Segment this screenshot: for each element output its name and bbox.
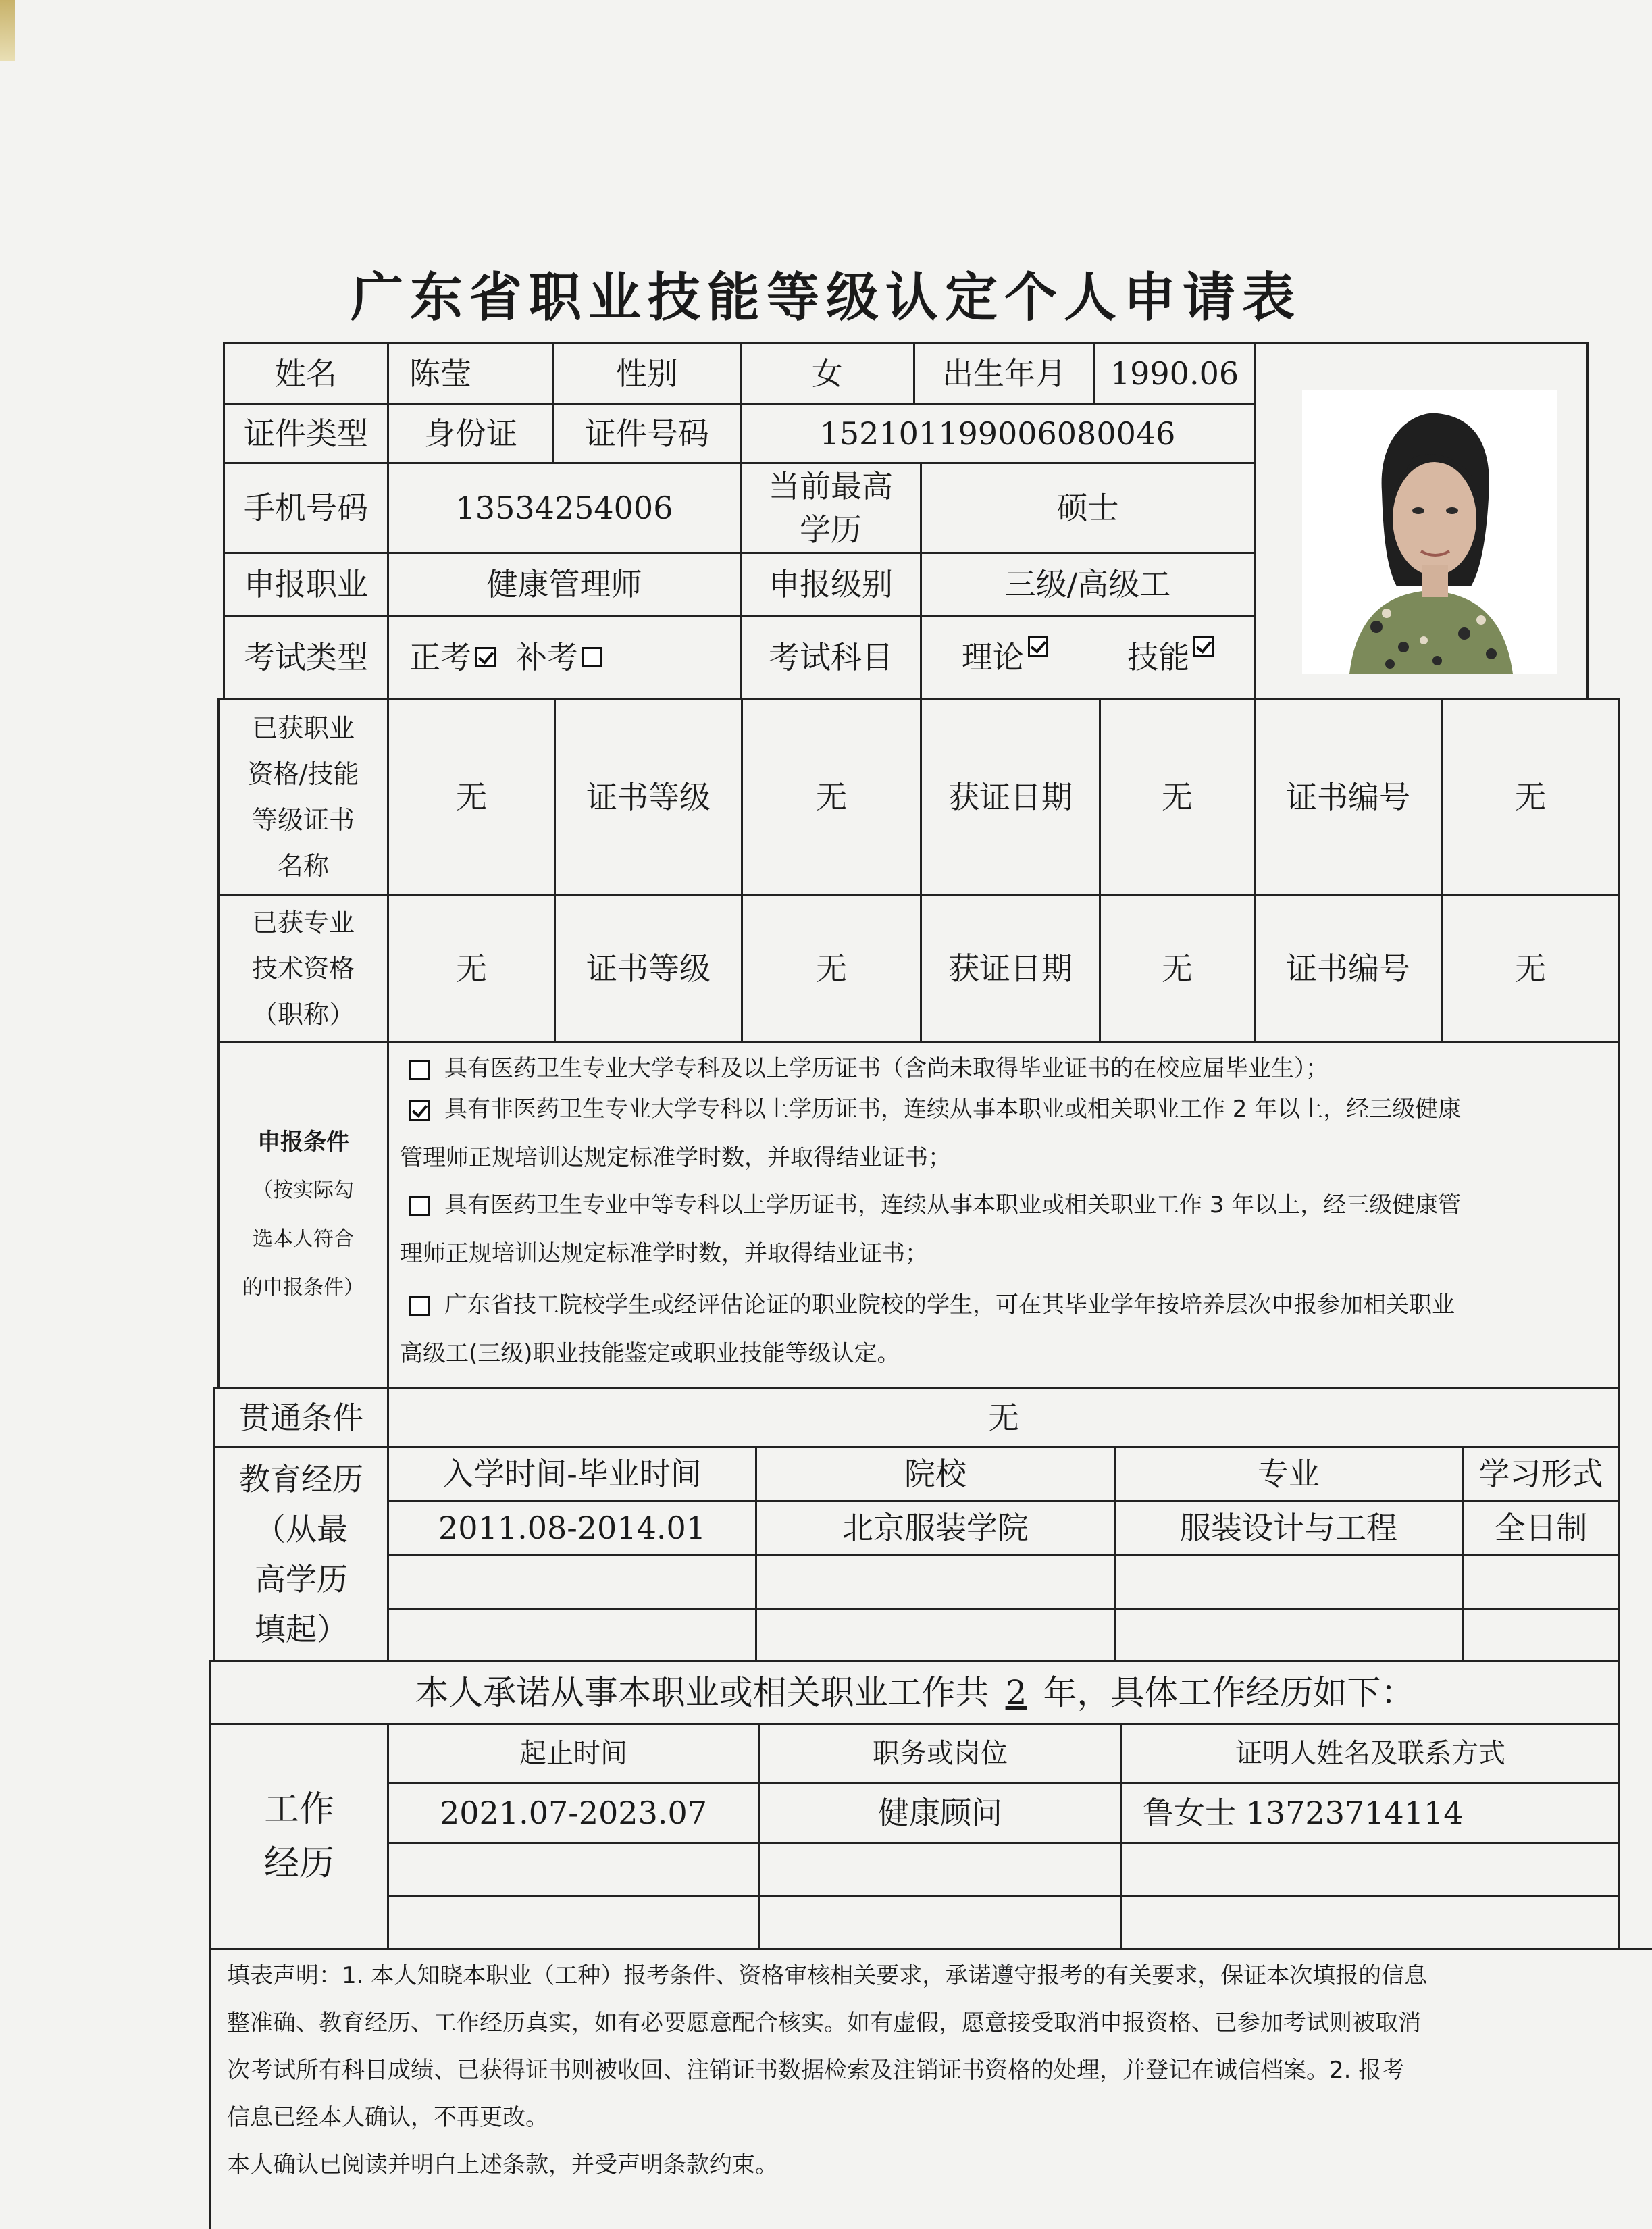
exam-regular-label: 正考 xyxy=(409,638,471,675)
header-work-witness: 证明人姓名及联系方式 xyxy=(1120,1723,1620,1784)
value-vocational-cert-level: 无 xyxy=(741,698,922,896)
header-edu-major: 专业 xyxy=(1114,1446,1464,1502)
label-exam-type: 考试类型 xyxy=(223,615,389,700)
exam-theory-checkbox[interactable] xyxy=(1028,636,1048,657)
declaration-line-5: 本人确认已阅读并明白上述条款，并受声明条款约束。 xyxy=(227,2151,778,2178)
work-row-3-witness xyxy=(1120,1895,1620,1950)
edu-row-1-major: 服装设计与工程 xyxy=(1114,1500,1464,1556)
declaration-line-1: 填表声明：1. 本人知晓本职业（工种）报考条件、资格审核相关要求，承诺遵守报考的有关要求，保证本次填报的信息 xyxy=(227,1962,1428,1989)
condition-1-text: 具有医药卫生专业大学专科及以上学历证书（含尚未取得毕业证书的在校应届毕业生）； xyxy=(444,1055,1328,1082)
label-education-l4: 填起） xyxy=(255,1611,348,1647)
label-occupation: 申报职业 xyxy=(223,552,389,617)
exam-subject-options xyxy=(920,615,1256,700)
work-row-3-post xyxy=(758,1895,1122,1950)
label-education-l2: （从最 xyxy=(255,1511,348,1547)
label-gender: 性别 xyxy=(552,342,742,405)
exam-makeup-label: 补考 xyxy=(516,638,578,675)
label-technical-title-l3: （职称） xyxy=(251,1000,355,1029)
value-birth: 1990.06 xyxy=(1093,342,1256,405)
label-level: 申报级别 xyxy=(740,552,922,617)
condition-3-text-l2: 理师正规培训达规定标准学时数，并取得结业证书； xyxy=(400,1240,928,1267)
label-conditions-l4: 的申报条件） xyxy=(242,1276,364,1300)
label-education-l3: 高学历 xyxy=(255,1561,348,1597)
value-id-type: 身份证 xyxy=(387,403,554,464)
work-commitment xyxy=(209,1660,1620,1725)
label-work-experience xyxy=(209,1723,389,1950)
edu-row-3-major xyxy=(1114,1608,1464,1662)
work-row-1-witness: 鲁女士 13723714114 xyxy=(1120,1782,1620,1844)
header-edu-school: 院校 xyxy=(755,1446,1116,1502)
label-conditions xyxy=(217,1041,389,1389)
exam-regular-checkbox[interactable] xyxy=(475,647,496,667)
condition-2-text-l1: 具有非医药卫生专业大学专科以上学历证书，连续从事本职业或相关职业工作 2 年以上，经三级健康 xyxy=(444,1096,1462,1123)
condition-4-text-l2: 高级工(三级)职业技能鉴定或职业技能等级认定。 xyxy=(400,1340,900,1367)
exam-theory-label: 理论 xyxy=(961,638,1024,675)
value-id-no: 152101199006080046 xyxy=(740,403,1256,464)
header-work-time: 起止时间 xyxy=(387,1723,760,1784)
condition-3-checkbox[interactable] xyxy=(409,1196,430,1216)
label-highest-education-line1: 当前最高 xyxy=(769,467,893,505)
work-row-3-time xyxy=(387,1895,760,1950)
commitment-suffix: 年，具体工作经历如下： xyxy=(1043,1673,1415,1712)
label-highest-education-line2: 学历 xyxy=(800,511,862,548)
label-vocational-cert-l2: 资格/技能 xyxy=(247,759,359,789)
declaration-line-4: 信息已经本人确认，不再更改。 xyxy=(227,2104,548,2131)
value-vocational-cert-no: 无 xyxy=(1441,698,1620,896)
label-education xyxy=(213,1446,389,1662)
condition-3-text-l1: 具有医药卫生专业中等专科以上学历证书，连续从事本职业或相关职业工作 3 年以上，经三级健康管 xyxy=(444,1192,1462,1219)
commitment-years: 2 xyxy=(1005,1673,1027,1712)
value-name: 陈莹 xyxy=(387,342,554,405)
header-work-post: 职务或岗位 xyxy=(758,1723,1122,1784)
label-vocational-cert-l1: 已获职业 xyxy=(251,713,355,743)
value-vocational-cert-date: 无 xyxy=(1099,698,1256,896)
declaration-line-2: 整准确、教育经历、工作经历真实，如有必要愿意配合核实。如有虚假，愿意接受取消申报资格、已参加考试则被取消 xyxy=(227,2009,1421,2036)
header-edu-form: 学习形式 xyxy=(1462,1446,1620,1502)
edu-row-3-form xyxy=(1462,1608,1620,1662)
label-id-no: 证件号码 xyxy=(552,403,742,464)
commitment-prefix: 本人承诺从事本职业或相关职业工作共 xyxy=(415,1673,989,1712)
label-technical-cert-no: 证书编号 xyxy=(1254,894,1443,1043)
exam-skill-checkbox[interactable] xyxy=(1193,636,1214,657)
label-exam-subject: 考试科目 xyxy=(740,615,922,700)
value-highest-education: 硕士 xyxy=(920,462,1256,554)
label-technical-title-l1: 已获专业 xyxy=(251,908,355,938)
value-gender: 女 xyxy=(740,342,915,405)
value-occupation: 健康管理师 xyxy=(387,552,742,617)
work-row-1-time: 2021.07-2023.07 xyxy=(387,1782,760,1844)
label-work-l1: 工作 xyxy=(263,1789,334,1830)
label-technical-cert-level: 证书等级 xyxy=(554,894,743,1043)
value-vocational-cert: 无 xyxy=(387,698,556,896)
value-technical-cert-date: 无 xyxy=(1099,894,1256,1043)
value-phone: 13534254006 xyxy=(387,462,742,554)
label-phone: 手机号码 xyxy=(223,462,389,554)
condition-2-checkbox[interactable] xyxy=(409,1100,430,1121)
edu-row-1-school: 北京服装学院 xyxy=(755,1500,1116,1556)
label-conditions-l2: （按实际勾 xyxy=(253,1179,354,1202)
label-education-l1: 教育经历 xyxy=(239,1461,363,1497)
label-vocational-cert-date: 获证日期 xyxy=(920,698,1101,896)
condition-item-3 xyxy=(400,1181,1616,1278)
label-technical-title-l2: 技术资格 xyxy=(251,954,355,983)
edu-row-1-time: 2011.08-2014.01 xyxy=(387,1500,757,1556)
edu-row-3-time xyxy=(387,1608,757,1662)
declaration-line-3: 次考试所有科目成绩、已获得证书则被收回、注销证书数据检索及注销证书资格的处理，并登记在诚信档案。2. 报考 xyxy=(227,2057,1405,2084)
declaration-text xyxy=(227,1952,1638,2188)
label-vocational-cert-level: 证书等级 xyxy=(554,698,743,896)
label-conditions-l1: 申报条件 xyxy=(257,1129,349,1156)
value-technical-title: 无 xyxy=(387,894,556,1043)
edu-row-2-school xyxy=(755,1554,1116,1610)
work-row-2-post xyxy=(758,1842,1122,1897)
value-level: 三级/高级工 xyxy=(920,552,1256,617)
edu-row-1-form: 全日制 xyxy=(1462,1500,1620,1556)
work-row-2-time xyxy=(387,1842,760,1897)
edu-row-2-form xyxy=(1462,1554,1620,1610)
edu-row-2-major xyxy=(1114,1554,1464,1610)
condition-4-checkbox[interactable] xyxy=(409,1296,430,1316)
form-title: 广东省职业技能等级认定个人申请表 xyxy=(350,267,1301,328)
label-through-condition: 贯通条件 xyxy=(213,1387,389,1448)
condition-item-2 xyxy=(400,1085,1616,1182)
label-work-l2: 经历 xyxy=(263,1843,334,1884)
header-edu-time: 入学时间-毕业时间 xyxy=(387,1446,757,1502)
condition-item-4 xyxy=(400,1281,1616,1378)
label-vocational-cert-no: 证书编号 xyxy=(1254,698,1443,896)
exam-skill-label: 技能 xyxy=(1127,638,1190,675)
label-highest-education xyxy=(740,462,922,554)
label-name: 姓名 xyxy=(223,342,389,405)
value-technical-cert-no: 无 xyxy=(1441,894,1620,1043)
value-technical-cert-level: 无 xyxy=(741,894,922,1043)
condition-4-text-l1: 广东省技工院校学生或经评估论证的职业院校的学生，可在其毕业学年按培养层次申报参加相关职业 xyxy=(444,1291,1455,1318)
label-vocational-cert xyxy=(217,698,389,896)
work-row-1-post: 健康顾问 xyxy=(758,1782,1122,1844)
work-row-2-witness xyxy=(1120,1842,1620,1897)
label-technical-title xyxy=(217,894,389,1043)
value-through-condition: 无 xyxy=(387,1387,1620,1448)
label-technical-cert-date: 获证日期 xyxy=(920,894,1101,1043)
condition-2-text-l2: 管理师正规培训达规定标准学时数，并取得结业证书； xyxy=(400,1144,951,1171)
label-vocational-cert-l4: 名称 xyxy=(277,851,329,881)
corner-mark xyxy=(0,0,15,61)
edu-row-3-school xyxy=(755,1608,1116,1662)
applicant-photo xyxy=(1302,390,1557,674)
condition-1-checkbox[interactable] xyxy=(409,1060,430,1080)
label-birth: 出生年月 xyxy=(913,342,1095,405)
label-id-type: 证件类型 xyxy=(223,403,389,464)
edu-row-2-time xyxy=(387,1554,757,1610)
label-vocational-cert-l3: 等级证书 xyxy=(251,805,355,835)
exam-type-options xyxy=(387,615,742,700)
label-conditions-l3: 选本人符合 xyxy=(253,1227,354,1251)
exam-makeup-checkbox[interactable] xyxy=(582,647,602,667)
